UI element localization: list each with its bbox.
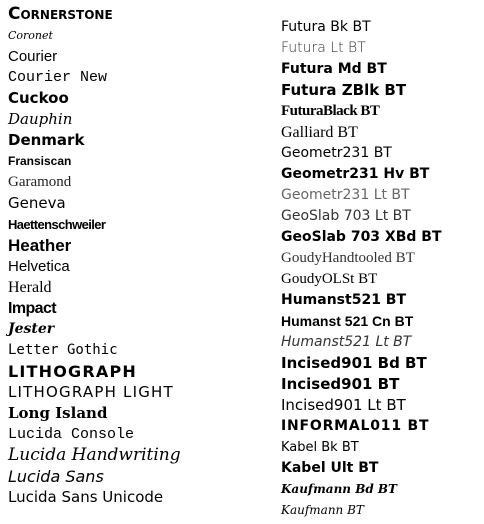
font-sample-kaufmann-bt: Kaufmann BT: [281, 503, 364, 517]
font-sample-geometr231-bt: Geometr231 BT: [281, 145, 392, 161]
font-sample-jester: Jester: [8, 321, 55, 337]
font-sample-incised901-bt: Incised901 BT: [281, 375, 400, 393]
font-sample-galliard-bt: Galliard BT: [281, 124, 358, 141]
font-sample-futura-zblk-bt: Futura ZBlk BT: [281, 81, 407, 99]
font-sample-goudyolst-bt: GoudyOLSt BT: [281, 271, 378, 287]
font-sample-garamond: Garamond: [8, 174, 72, 190]
font-sample-goudyhandtooled-bt: GoudyHandtooled BT: [281, 250, 415, 266]
font-sample-haettenschweiler: Haettenschweiler: [8, 217, 106, 232]
font-sample-lucida-sans-unicode: Lucida Sans Unicode: [8, 488, 164, 506]
font-sample-humanst-521-cn-bt: Humanst 521 Cn BT: [281, 313, 414, 329]
font-sample-kaufmann-bd-bt: Kaufmann Bd BT: [281, 482, 397, 496]
font-sample-dauphin: Dauphin: [8, 110, 73, 128]
font-sample-long-island: Long Island: [8, 404, 108, 422]
font-sample-informal011-bt: INFORMAL011 BT: [281, 418, 430, 434]
font-sample-geoslab-703-xbd-bt: GeoSlab 703 XBd BT: [281, 229, 442, 245]
font-sample-incised901-bd-bt: Incised901 Bd BT: [281, 354, 427, 372]
font-sample-impact: Impact: [8, 300, 56, 317]
font-sample-helvetica: Helvetica: [8, 258, 70, 275]
font-sample-humanst521-lt-bt: Humanst521 Lt BT: [281, 334, 412, 350]
font-sample-lucida-handwriting: Lucida Handwriting: [8, 445, 181, 465]
font-sample-geneva: Geneva: [8, 194, 66, 212]
font-sample-lithograph-light: LITHOGRAPH LIGHT: [8, 383, 174, 401]
font-sample-geometr231-lt-bt: Geometr231 Lt BT: [281, 187, 410, 203]
font-sample-heather: Heather: [8, 236, 72, 255]
font-sample-futura-md-bt: Futura Md BT: [281, 61, 387, 77]
font-sample-lithograph: LITHOGRAPH: [8, 362, 138, 381]
font-sample-kabel-ult-bt: Kabel Ult BT: [281, 460, 379, 476]
font-sample-geoslab-703-lt-bt: GeoSlab 703 Lt BT: [281, 208, 411, 224]
font-sample-denmark: Denmark: [8, 131, 85, 149]
font-sample-cornerstone: Cornerstone: [8, 4, 113, 24]
font-sample-herald: Herald: [8, 279, 52, 296]
font-sample-lucida-sans: Lucida Sans: [8, 467, 104, 486]
font-list-left: [8, 4, 181, 508]
font-sample-incised901-lt-bt: Incised901 Lt BT: [281, 396, 406, 414]
font-list-right: [281, 17, 442, 521]
font-sample-coronet: Coronet: [8, 29, 53, 42]
font-sample-fransiscan: Fransiscan: [8, 154, 72, 168]
font-sample-lucida-console: Lucida Console: [8, 426, 135, 443]
font-sample-geometr231-hv-bt: Geometr231 Hv BT: [281, 166, 430, 182]
font-sample-futura-lt-bt: Futura Lt BT: [281, 40, 366, 56]
font-sample-futura-bk-bt: Futura Bk BT: [281, 19, 371, 35]
font-sample-cuckoo: Cuckoo: [8, 89, 69, 107]
font-sample-courier: Courier: [8, 48, 58, 65]
font-sample-humanst521-bt: Humanst521 BT: [281, 292, 407, 308]
font-sample-letter-gothic: Letter Gothic: [8, 342, 118, 358]
font-sample-futurablack-bt: FuturaBlack BT: [281, 103, 380, 119]
font-sample-kabel-bk-bt: Kabel Bk BT: [281, 440, 359, 455]
font-sample-courier-new: Courier New: [8, 69, 108, 86]
